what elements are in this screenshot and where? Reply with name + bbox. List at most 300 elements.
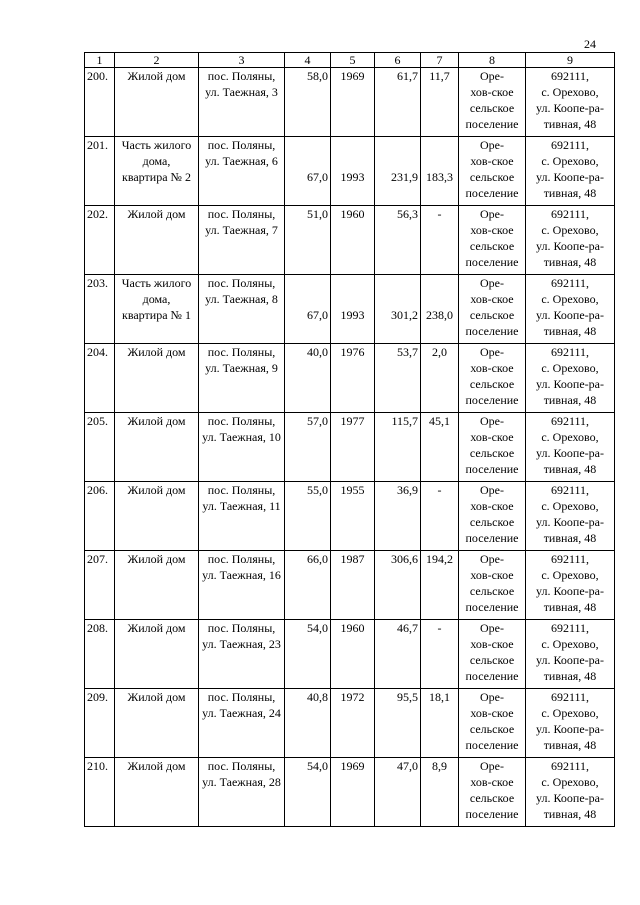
year-cell: [331, 482, 375, 551]
cell-value: 8,9: [432, 759, 447, 773]
cell-line: с. Орехово,: [541, 430, 599, 444]
cell-line: 692111,: [550, 690, 590, 704]
cell-line: Жилой дом: [127, 483, 186, 497]
cell-line: 692111,: [550, 138, 590, 152]
column-header: 6: [375, 53, 421, 68]
cell-line: хов-ское: [470, 637, 514, 651]
cell-value: 238,0: [426, 308, 453, 322]
cell-line: пос. Поляны,: [207, 345, 276, 359]
column-header: 5: [331, 53, 375, 68]
address-cell: [199, 758, 285, 827]
value-cell: [375, 620, 421, 689]
value-cell: [375, 206, 421, 275]
cell-line: пос. Поляны,: [207, 759, 276, 773]
cell-line: с. Орехово,: [541, 361, 599, 375]
cell-line: поселение: [465, 255, 519, 269]
property-registry-table: [84, 52, 615, 827]
residual-value-cell: [421, 758, 459, 827]
residual-value-cell: [421, 551, 459, 620]
row-number-cell: [85, 275, 115, 344]
cell-line: сельское: [469, 584, 515, 598]
table-row: [85, 344, 615, 413]
cell-value: -: [437, 483, 442, 497]
year-cell: [331, 137, 375, 206]
cell-line: пос. Поляны,: [207, 69, 276, 83]
cell-line: Часть жилого: [121, 276, 192, 290]
cell-line: хов-ское: [470, 154, 514, 168]
cell-line: сельское: [469, 653, 515, 667]
value-cell: [375, 344, 421, 413]
cell-value: 301,2: [391, 308, 418, 322]
cell-line: Жилой дом: [127, 207, 186, 221]
year-cell: [331, 68, 375, 137]
cell-line: ул. Таежная, 9: [205, 361, 278, 375]
cell-line: ул. Коопе-ра-: [536, 722, 604, 736]
address-cell: [199, 551, 285, 620]
cell-line: тивная, 48: [543, 324, 597, 338]
owner-cell: [459, 689, 526, 758]
cell-value: 47,0: [397, 759, 418, 773]
cell-value: 95,5: [397, 690, 418, 704]
cell-value: 55,0: [307, 483, 328, 497]
owner-address-cell: [526, 206, 615, 275]
cell-line: ул. Коопе-ра-: [536, 515, 604, 529]
area-cell: [285, 344, 331, 413]
area-cell: [285, 620, 331, 689]
cell-line: ул. Таежная, 23: [202, 637, 281, 651]
object-name-cell: [115, 758, 199, 827]
year-cell: [331, 275, 375, 344]
cell-line: Оре-: [480, 276, 504, 290]
column-header: 4: [285, 53, 331, 68]
area-cell: [285, 689, 331, 758]
cell-spacer: [377, 275, 418, 291]
cell-line: поселение: [465, 807, 519, 821]
cell-value: 61,7: [397, 69, 418, 83]
cell-line: поселение: [465, 324, 519, 338]
cell-line: с. Орехово,: [541, 292, 599, 306]
cell-line: с. Орехово,: [541, 154, 599, 168]
table-row: [85, 68, 615, 137]
cell-line: Оре-: [480, 483, 504, 497]
cell-line: Оре-: [480, 414, 504, 428]
address-cell: [199, 275, 285, 344]
cell-value: 1972: [340, 690, 365, 704]
cell-line: Жилой дом: [127, 345, 186, 359]
cell-line: тивная, 48: [543, 669, 597, 683]
cell-value: 194,2: [426, 552, 453, 566]
cell-spacer: [287, 153, 328, 169]
cell-line: пос. Поляны,: [207, 690, 276, 704]
owner-cell: [459, 482, 526, 551]
cell-line: поселение: [465, 600, 519, 614]
cell-line: поселение: [465, 738, 519, 752]
column-header: 3: [199, 53, 285, 68]
cell-line: ул. Таежная, 28: [202, 775, 281, 789]
cell-line: с. Орехово,: [541, 85, 599, 99]
cell-spacer: [287, 275, 328, 291]
residual-value-cell: [421, 482, 459, 551]
area-cell: [285, 68, 331, 137]
cell-spacer: [287, 137, 328, 153]
residual-value-cell: [421, 413, 459, 482]
owner-cell: [459, 275, 526, 344]
cell-line: Жилой дом: [127, 759, 186, 773]
object-name-cell: [115, 275, 199, 344]
address-cell: [199, 620, 285, 689]
cell-line: пос. Поляны,: [207, 276, 276, 290]
cell-line: тивная, 48: [543, 531, 597, 545]
cell-line: поселение: [465, 669, 519, 683]
residual-value-cell: [421, 206, 459, 275]
value-cell: [375, 758, 421, 827]
table-row: [85, 689, 615, 758]
cell-line: хов-ское: [470, 775, 514, 789]
object-name-cell: [115, 482, 199, 551]
residual-value-cell: [421, 344, 459, 413]
cell-value: 66,0: [307, 552, 328, 566]
row-number-cell: [85, 551, 115, 620]
value-cell: [375, 551, 421, 620]
cell-line: Жилой дом: [127, 621, 186, 635]
cell-value: 58,0: [307, 69, 328, 83]
cell-line: сельское: [469, 170, 515, 184]
table-row: [85, 275, 615, 344]
owner-address-cell: [526, 344, 615, 413]
owner-cell: [459, 68, 526, 137]
cell-line: 692111,: [550, 552, 590, 566]
column-number-header-row: [85, 53, 615, 68]
cell-line: Оре-: [480, 621, 504, 635]
cell-line: ул. Таежная, 16: [202, 568, 281, 582]
cell-value: -: [437, 207, 442, 221]
row-number-cell: [85, 620, 115, 689]
object-name-cell: [115, 413, 199, 482]
row-number-cell: [85, 482, 115, 551]
cell-value: 1955: [340, 483, 365, 497]
cell-spacer: [377, 137, 418, 153]
cell-line: хов-ское: [470, 292, 514, 306]
cell-line: тивная, 48: [543, 186, 597, 200]
object-name-cell: [115, 689, 199, 758]
value-cell: [375, 275, 421, 344]
cell-line: ул. Таежная, 8: [205, 292, 278, 306]
cell-line: Оре-: [480, 552, 504, 566]
cell-line: 692111,: [550, 345, 590, 359]
cell-line: ул. Таежная, 24: [202, 706, 281, 720]
owner-address-cell: [526, 620, 615, 689]
cell-line: поселение: [465, 462, 519, 476]
cell-value: 210.: [87, 759, 108, 773]
cell-value: 53,7: [397, 345, 418, 359]
row-number-cell: [85, 206, 115, 275]
value-cell: [375, 413, 421, 482]
cell-value: 1993: [340, 170, 365, 184]
value-cell: [375, 137, 421, 206]
cell-value: 2,0: [432, 345, 447, 359]
area-cell: [285, 137, 331, 206]
row-number-cell: [85, 344, 115, 413]
address-cell: [199, 206, 285, 275]
owner-address-cell: [526, 275, 615, 344]
page-number: 24: [584, 37, 596, 51]
row-number-cell: [85, 413, 115, 482]
cell-line: хов-ское: [470, 361, 514, 375]
cell-line: пос. Поляны,: [207, 207, 276, 221]
cell-value: 204.: [87, 345, 108, 359]
table-row: [85, 206, 615, 275]
cell-spacer: [287, 291, 328, 307]
cell-line: хов-ское: [470, 568, 514, 582]
cell-line: Жилой дом: [127, 690, 186, 704]
cell-line: поселение: [465, 531, 519, 545]
year-cell: [331, 620, 375, 689]
cell-value: 1987: [340, 552, 365, 566]
cell-line: тивная, 48: [543, 738, 597, 752]
owner-address-cell: [526, 758, 615, 827]
cell-line: ул. Коопе-ра-: [536, 584, 604, 598]
address-cell: [199, 482, 285, 551]
cell-value: 45,1: [429, 414, 450, 428]
cell-value: 18,1: [429, 690, 450, 704]
owner-cell: [459, 344, 526, 413]
cell-line: хов-ское: [470, 706, 514, 720]
cell-line: поселение: [465, 186, 519, 200]
table-row: [85, 620, 615, 689]
owner-cell: [459, 206, 526, 275]
owner-address-cell: [526, 68, 615, 137]
cell-value: 203.: [87, 276, 108, 290]
cell-line: тивная, 48: [543, 600, 597, 614]
cell-line: ул. Коопе-ра-: [536, 239, 604, 253]
cell-line: ул. Таежная, 10: [202, 430, 281, 444]
year-cell: [331, 551, 375, 620]
cell-line: с. Орехово,: [541, 706, 599, 720]
cell-spacer: [423, 153, 456, 169]
cell-value: 46,7: [397, 621, 418, 635]
area-cell: [285, 758, 331, 827]
cell-spacer: [333, 291, 372, 307]
cell-line: Оре-: [480, 138, 504, 152]
cell-line: ул. Коопе-ра-: [536, 446, 604, 460]
address-cell: [199, 68, 285, 137]
cell-value: 202.: [87, 207, 108, 221]
object-name-cell: [115, 68, 199, 137]
cell-value: 54,0: [307, 621, 328, 635]
cell-line: 692111,: [550, 276, 590, 290]
table-row: [85, 551, 615, 620]
cell-value: 201.: [87, 138, 108, 152]
cell-line: с. Орехово,: [541, 223, 599, 237]
cell-value: 40,8: [307, 690, 328, 704]
cell-line: поселение: [465, 393, 519, 407]
cell-value: 1993: [340, 308, 365, 322]
area-cell: [285, 413, 331, 482]
cell-line: сельское: [469, 722, 515, 736]
column-header: 7: [421, 53, 459, 68]
cell-line: сельское: [469, 446, 515, 460]
table-row: [85, 413, 615, 482]
cell-value: 183,3: [426, 170, 453, 184]
cell-value: 56,3: [397, 207, 418, 221]
cell-line: пос. Поляны,: [207, 552, 276, 566]
owner-cell: [459, 551, 526, 620]
table-row: [85, 137, 615, 206]
cell-line: с. Орехово,: [541, 499, 599, 513]
row-number-cell: [85, 68, 115, 137]
object-name-cell: [115, 551, 199, 620]
cell-line: сельское: [469, 377, 515, 391]
area-cell: [285, 275, 331, 344]
cell-line: ул. Таежная, 6: [205, 154, 278, 168]
cell-line: ул. Коопе-ра-: [536, 791, 604, 805]
residual-value-cell: [421, 68, 459, 137]
cell-spacer: [333, 153, 372, 169]
cell-spacer: [333, 275, 372, 291]
address-cell: [199, 689, 285, 758]
cell-line: Жилой дом: [127, 69, 186, 83]
value-cell: [375, 689, 421, 758]
cell-value: 51,0: [307, 207, 328, 221]
cell-line: ул. Коопе-ра-: [536, 170, 604, 184]
residual-value-cell: [421, 275, 459, 344]
cell-line: поселение: [465, 117, 519, 131]
owner-address-cell: [526, 551, 615, 620]
cell-line: Оре-: [480, 69, 504, 83]
address-cell: [199, 413, 285, 482]
cell-line: пос. Поляны,: [207, 138, 276, 152]
cell-line: ул. Таежная, 11: [202, 499, 281, 513]
cell-value: 1976: [340, 345, 365, 359]
value-cell: [375, 68, 421, 137]
cell-line: с. Орехово,: [541, 637, 599, 651]
cell-line: ул. Коопе-ра-: [536, 308, 604, 322]
cell-line: Жилой дом: [127, 552, 186, 566]
residual-value-cell: [421, 620, 459, 689]
cell-line: 692111,: [550, 69, 590, 83]
cell-spacer: [333, 137, 372, 153]
object-name-cell: [115, 206, 199, 275]
cell-value: 207.: [87, 552, 108, 566]
cell-line: дома,: [142, 292, 171, 306]
address-cell: [199, 137, 285, 206]
cell-line: сельское: [469, 239, 515, 253]
cell-line: ул. Коопе-ра-: [536, 377, 604, 391]
year-cell: [331, 413, 375, 482]
column-header: 1: [85, 53, 115, 68]
cell-line: Оре-: [480, 207, 504, 221]
cell-line: дома,: [142, 154, 171, 168]
cell-spacer: [423, 137, 456, 153]
owner-address-cell: [526, 482, 615, 551]
column-header: 9: [526, 53, 615, 68]
address-cell: [199, 344, 285, 413]
owner-cell: [459, 137, 526, 206]
cell-line: 692111,: [550, 207, 590, 221]
cell-line: ул. Таежная, 7: [205, 223, 278, 237]
owner-cell: [459, 758, 526, 827]
cell-value: 206.: [87, 483, 108, 497]
row-number-cell: [85, 689, 115, 758]
cell-value: 115,7: [391, 414, 418, 428]
cell-line: Часть жилого: [121, 138, 192, 152]
cell-line: квартира № 2: [122, 170, 191, 184]
row-number-cell: [85, 137, 115, 206]
cell-value: 36,9: [397, 483, 418, 497]
cell-line: пос. Поляны,: [207, 621, 276, 635]
cell-value: 1960: [340, 621, 365, 635]
table-row: [85, 482, 615, 551]
cell-line: тивная, 48: [543, 255, 597, 269]
cell-line: Оре-: [480, 690, 504, 704]
cell-line: сельское: [469, 308, 515, 322]
cell-value: 200.: [87, 69, 108, 83]
row-number-cell: [85, 758, 115, 827]
year-cell: [331, 689, 375, 758]
cell-line: сельское: [469, 791, 515, 805]
cell-line: Оре-: [480, 345, 504, 359]
cell-value: 231,9: [391, 170, 418, 184]
area-cell: [285, 482, 331, 551]
cell-line: 692111,: [550, 759, 590, 773]
cell-value: 205.: [87, 414, 108, 428]
cell-line: сельское: [469, 101, 515, 115]
cell-line: тивная, 48: [543, 393, 597, 407]
table-row: [85, 758, 615, 827]
cell-value: 67,0: [307, 170, 328, 184]
owner-address-cell: [526, 137, 615, 206]
cell-line: тивная, 48: [543, 117, 597, 131]
column-header: 8: [459, 53, 526, 68]
cell-spacer: [423, 291, 456, 307]
area-cell: [285, 551, 331, 620]
cell-line: с. Орехово,: [541, 775, 599, 789]
cell-spacer: [377, 153, 418, 169]
cell-value: 209.: [87, 690, 108, 704]
cell-value: 11,7: [429, 69, 450, 83]
year-cell: [331, 206, 375, 275]
cell-line: ул. Коопе-ра-: [536, 101, 604, 115]
cell-line: хов-ское: [470, 430, 514, 444]
cell-line: с. Орехово,: [541, 568, 599, 582]
area-cell: [285, 206, 331, 275]
owner-cell: [459, 620, 526, 689]
cell-line: 692111,: [550, 621, 590, 635]
cell-line: 692111,: [550, 414, 590, 428]
cell-value: 1969: [340, 69, 365, 83]
object-name-cell: [115, 620, 199, 689]
cell-value: -: [437, 621, 442, 635]
cell-line: 692111,: [550, 483, 590, 497]
cell-value: 1960: [340, 207, 365, 221]
owner-address-cell: [526, 689, 615, 758]
year-cell: [331, 758, 375, 827]
object-name-cell: [115, 344, 199, 413]
cell-line: Оре-: [480, 759, 504, 773]
owner-cell: [459, 413, 526, 482]
cell-value: 40,0: [307, 345, 328, 359]
cell-line: хов-ское: [470, 499, 514, 513]
cell-value: 1977: [340, 414, 365, 428]
cell-line: квартира № 1: [122, 308, 191, 322]
cell-spacer: [377, 291, 418, 307]
cell-value: 54,0: [307, 759, 328, 773]
value-cell: [375, 482, 421, 551]
cell-spacer: [423, 275, 456, 291]
year-cell: [331, 344, 375, 413]
cell-line: хов-ское: [470, 85, 514, 99]
cell-line: тивная, 48: [543, 462, 597, 476]
